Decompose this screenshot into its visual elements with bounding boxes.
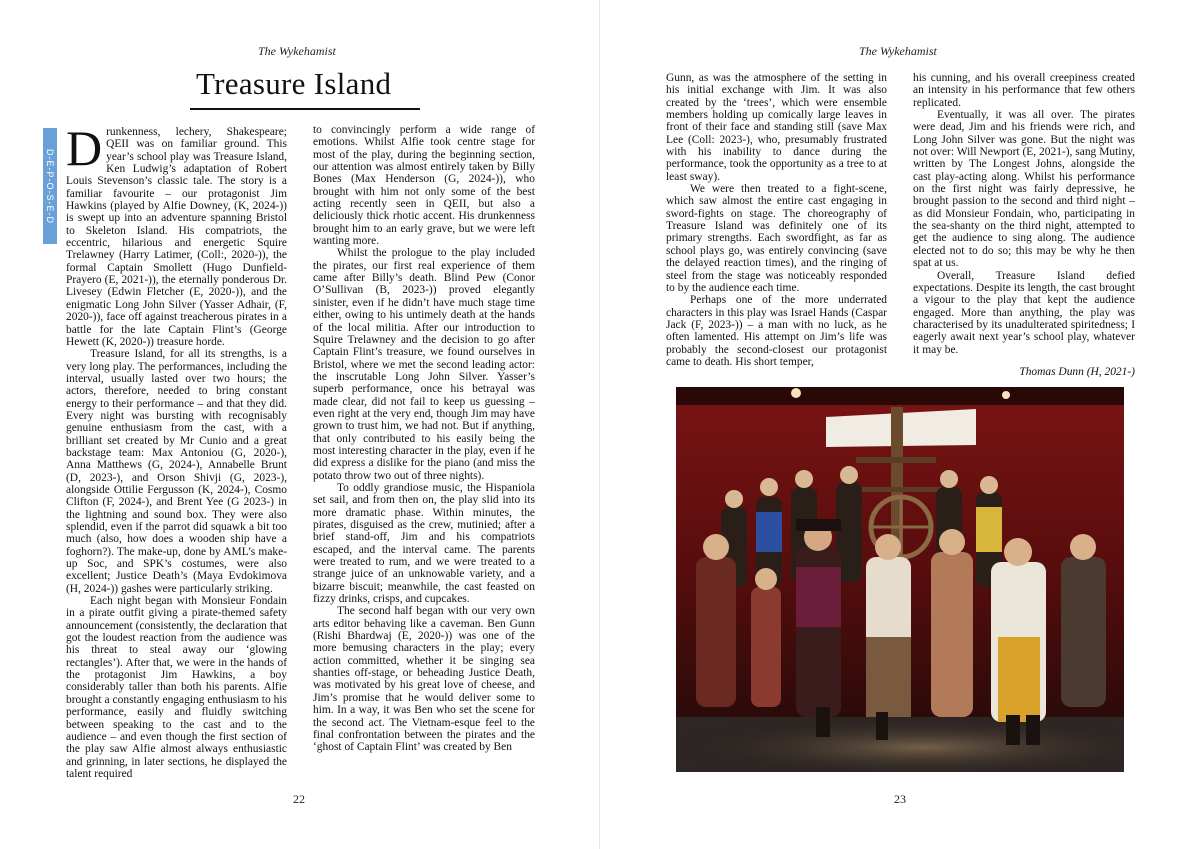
column-4 (913, 72, 1135, 378)
column-2 (313, 124, 535, 784)
paragraph: Perhaps one of the more underrated characters in this play was Israel Hands (Caspar Jack (F, 2023-)) – a man with no luck, as he often lamented. His attempt on Jim’s life was probably the second-closest our protagonist came to death. His short temper, (666, 294, 887, 368)
paragraph: Each night began with Monsieur Fondain in a pirate outfit giving a pirate-themed safety announcement (consistently, the declaration that got the loudest reaction from the audience was his threat to steal away our ‘glowing rectangles’). After that, we were in the hands of the protagonist Jim Hawkins, a boy considerably taller than both his parents. Alfie brought a constantly engaging enthusiasm to his performance, easily and fluidly switching between speaking to the cast and to the audience – and even though the first section of the play saw Alfie almost always enthusiastic and grinning, in later sections, he displayed the talent required (66, 595, 287, 780)
page-number-left: 22 (293, 792, 305, 806)
paragraph: his cunning, and his overall creepiness created an intensity in his performance that few others replicated. (913, 72, 1135, 109)
paragraph: Drunkenness, lechery, Shakespeare; QEII was on familiar ground. This year’s school play was Treasure Island, Ken Ludwig’s adaptation of Robert Louis Stevenson’s classic tale. The story is a familiar favourite – our protagonist Jim Hawkins (played by Alfie Downey, (K, 2024-)) is swept up into an adventure spanning Bristol to Skeleton Island. His compatriots, the eccentric, hilarious and energetic Squire Trelawney (Harry Latimer, (Coll:, 2020-)), the formal Captain Smollett (Hugo Dunfield-Prayero (E, 2021-)), the eternally ponderous Dr. Livesey (Edwin Fletcher (E, 2020-)), and the enigmatic Long John Silver (Yasser Adhair, (F, 2020-)), face off against treacherous pirates in a battle for the late Captain Flint’s (George Hewett (K, 2020-)) treasure horde. (66, 120, 287, 348)
paragraph: Gunn, as was the atmosphere of the setting in his initial exchange with Jim. It was also created by the ‘trees’, which were ensemble members holding up comically large leaves in front of their face and standing still (save Max Lee (Coll: 2023-), who, presumably frustrated with his inability to dance during the performance, took the opportunity as a tree to at least sway). (666, 72, 887, 183)
paragraph: Treasure Island, for all its strengths, is a very long play. The performances, including the interval, usually lasted over two hours; the actors, therefore, needed to bring constant energy to their performance – and that they did. Every night was bursting with recognisably genuine enthusiasm from the cast, with a brilliant set created by Mr Cunio and a great backstage team: Max Antoniou (G, 2020-), Anna Matthews (G, 2024-), Annabelle Brunt (D, 2023-), and Orson Shivji (G, 2023-), alongside Ottilie Fergusson (K, 2024-), Cosmo Clifton (F, 2024-), and Brent Yee (G 2023-) in the lightning and sound box. They were also splendid, even if the parrot did squawk a bit too much (also, how does a wooden ship have a foghorn?). The make-up, done by AML’s make-up Soc, and SPK’s costumes, were also excellent; Justice Death’s (Maya Evdokimova (H, 2024-)) gashes were particularly striking. (66, 348, 287, 595)
article-title: Treasure Island (196, 66, 392, 101)
column-1 (66, 120, 287, 786)
paragraph: Whilst the prologue to the play included the pirates, our first real experience of them came after Billy’s death. Blind Pew (Conor O’Sullivan (B, 2023-)) proved elegantly sinister, even if he didn’t have much stage time either, owing to his untimely death at the hands of the local militia. After our introduction to Squire Trelawney and the decision to go after Captain Flint’s treasure, we found ourselves in Bristol, where we met the second leading actor: the inscrutable Long John Silver. Yasser’s superb performance, once his betrayal was made clear, did not fail to keep us guessing – even right at the very end, though Jim may have grown to trust him, we had not. But if anything, that only contributed to his easily being the most interesting character in the play, even if he did express a dislike for the piano (and miss the potato throw two out of three nights). (313, 247, 535, 482)
stage-photo (676, 387, 1124, 772)
paragraph: We were then treated to a fight-scene, which saw almost the entire cast engaging in sword-fights on stage. The choreography of Treasure Island was definitely one of its primary strengths. Each swordfight, as far as school plays go, was entirely convincing (save the delayed reaction times), and the ringing of steel from the stage was noticeably responded to by the audience each time. (666, 183, 887, 294)
section-tab: D-E-P-O-S-E-D (43, 128, 57, 244)
paragraph: to convincingly perform a wide range of emotions. Whilst Alfie took centre stage for most of the play, during the beginning section, our attention was almost entirely taken by Billy Bones (Max Henderson (G, 2024-)), who brought with him not only some of the best acting recently seen in QEII, but also a deliciously thick rhotic accent. His drunkenness brought him to an early grave, but we were left wanting more. (313, 124, 535, 248)
stage-photo-icon (676, 387, 1124, 772)
running-head-right: The Wykehamist (859, 44, 937, 58)
running-head-left: The Wykehamist (258, 44, 336, 58)
paragraph: Overall, Treasure Island defied expectations. Despite its length, the cast brought a vigour to the play that kept the audience engaged. More than anything, the play was characterised by its unadulterated spiritedness; I eagerly await next year’s school play, whatever it may be. (913, 269, 1135, 356)
page-number-right: 23 (894, 792, 906, 806)
drop-cap: D (66, 120, 103, 176)
column-3 (666, 72, 887, 372)
title-rule (190, 108, 420, 110)
author-signature: Thomas Dunn (H, 2021-) (1019, 365, 1135, 378)
paragraph: The second half began with our very own arts editor behaving like a caveman. Ben Gunn (Rishi Bhardwaj (E, 2020-)) was one of the more bemusing characters in the play; every action committed, whether it be singing sea shanties off-stage, or beheading Justice Death, was motivated by his great love of cheese, and Jim’s promise that he would deliver some to him. In a way, it was Ben who set the scene for the second act. The Vietnam-esque feel to the final confrontation between the pirates and the ‘ghost of Captain Flint’ was created by Ben (313, 605, 535, 754)
paragraph: Eventually, it was all over. The pirates were dead, Jim and his friends were rich, and Long John Silver was gone. But the night was not over: Will Newport (E, 2021-), sang Mutiny, written by The Longest Johns, alongside the cast play-acting along. Whilst his performance on the first night was fairly depressive, he brought passion to the second and third night – as did Monsieur Fondain, who, participating in the sea-shanty on the third night, attempted to get the audience to sing along. The audience elected not to do so; this may be why he then spat at us. (913, 109, 1135, 270)
paragraph: To oddly grandiose music, the Hispaniola set sail, and from then on, the play slid into its more dramatic phase. Within minutes, the pirates, disguised as the crew, mutinied; after a brief stand-off, Jim and his compatriots escaped, and the interval came. The parents were treated to rum, and we were treated to a strange juice of an unknowable variety, and a bizarre biscuit; meanwhile, the cast feasted on fizzy drinks, crisps, and cupcakes. (313, 481, 535, 606)
